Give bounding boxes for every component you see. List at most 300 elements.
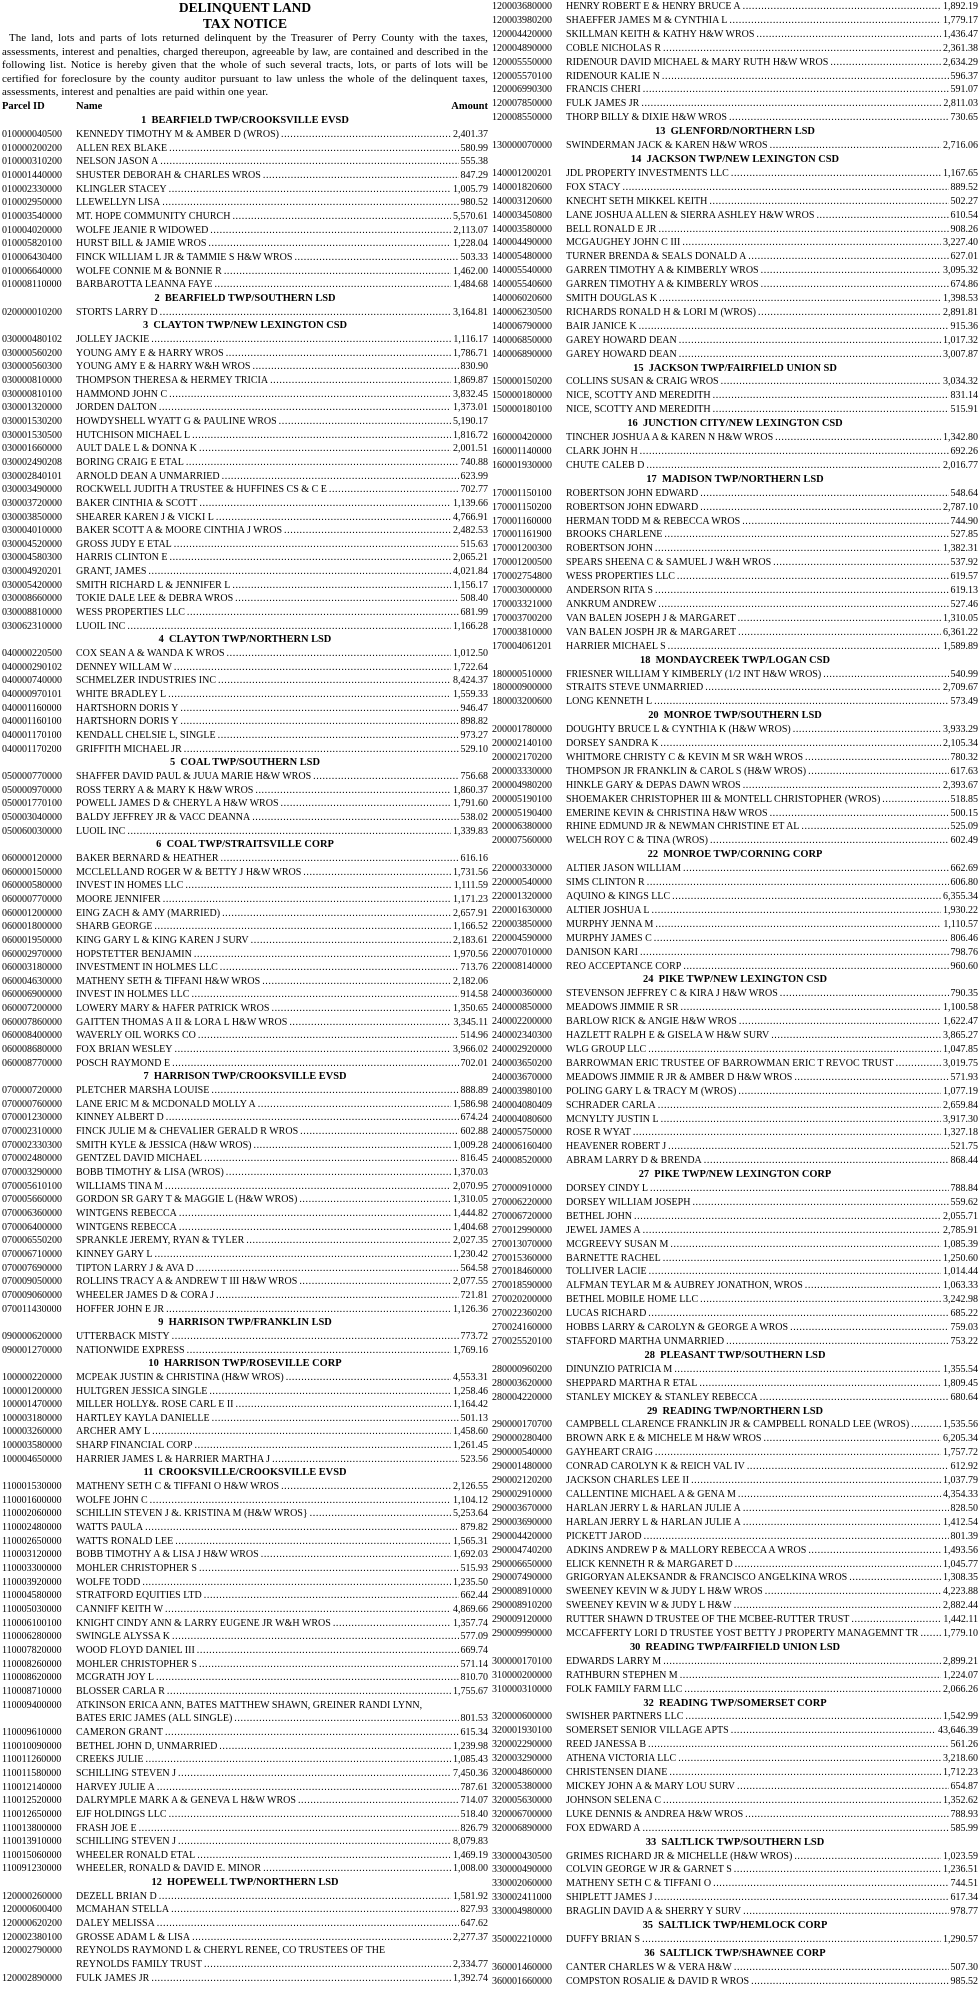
parcel-id: 110008620000: [2, 1672, 62, 1684]
dot-leader: [211, 1084, 458, 1098]
parcel-id: 110006100100: [2, 1617, 62, 1629]
amount: 523.56: [460, 1453, 488, 1465]
parcel-id: 200002140100: [492, 738, 552, 750]
tax-row: [492, 570, 978, 584]
owner-name: WHEELER, RONALD & DAVID E. MINOR: [76, 1863, 262, 1875]
dot-leader: [329, 483, 459, 497]
owner-name: DORSEY WILLIAM JOSEPH: [566, 1196, 691, 1208]
parcel-id: 030000560200: [2, 347, 62, 359]
owner-name: WESS PROPERTIES LLC: [566, 571, 675, 583]
amount: 801.53: [460, 1713, 488, 1725]
tax-row: [2, 538, 488, 552]
dot-leader: [165, 1180, 451, 1194]
dot-leader: [734, 1863, 941, 1877]
parcel-id: 120000600400: [2, 1904, 62, 1916]
tax-row: [492, 403, 978, 417]
tax-row: [492, 862, 978, 876]
owner-name: CHRISTENSEN DIANE: [566, 1767, 668, 1779]
tax-row: [492, 918, 978, 932]
tax-row: [2, 1903, 488, 1917]
owner-name: ANDERSON RITA S: [566, 585, 653, 597]
tax-row: [2, 1248, 488, 1262]
dot-leader: [692, 1196, 948, 1210]
owner-name: CANNIFF KEITH W: [76, 1604, 164, 1615]
parcel-id: 240000850000: [492, 1002, 552, 1014]
owner-name: GORDON SR GARY T & MAGGIE L (H&W WROS): [76, 1194, 298, 1206]
dot-leader: [262, 975, 451, 989]
tax-row: [492, 42, 978, 56]
dot-leader: [643, 83, 949, 97]
tax-row: [2, 1057, 488, 1071]
tax-row: [492, 1683, 978, 1697]
dot-leader: [743, 1502, 949, 1516]
parcel-id: 170001200300: [492, 543, 552, 555]
owner-name: GARREN TIMOTHY A & KIMBERLY WROS: [566, 265, 759, 277]
owner-name: WESS PROPERTIES LLC: [76, 607, 185, 619]
tax-row: [492, 890, 978, 904]
dot-leader: [770, 139, 941, 153]
owner-name: STAFFORD MARTHA UNMARRIED: [566, 1336, 725, 1347]
parcel-id: 020000010200: [2, 306, 62, 318]
amount: 538.02: [460, 811, 488, 823]
dot-leader: [175, 1535, 451, 1549]
owner-name: HARTSHORN DORIS Y: [76, 716, 179, 728]
amount: 540.99: [950, 668, 978, 680]
amount: 828.50: [950, 1502, 978, 1514]
amount: 674.86: [950, 279, 978, 291]
tax-row: [2, 715, 488, 729]
amount: 1,816.72: [453, 429, 488, 441]
parcel-id: 110009610000: [2, 1726, 62, 1738]
dot-leader: [246, 1234, 451, 1248]
tax-row: [2, 1180, 488, 1194]
tax-row: [2, 1671, 488, 1685]
tax-row: [2, 825, 488, 839]
owner-name: TIPTON LARRY J & AVA D: [76, 1262, 194, 1274]
parcel-id: 060008680000: [2, 1044, 62, 1056]
dot-leader: [216, 1289, 458, 1303]
dot-leader: [174, 1043, 451, 1057]
tax-row: [492, 1738, 978, 1752]
amount: 3,095.32: [943, 265, 978, 277]
amount: 1,352.62: [943, 1794, 978, 1806]
owner-name: SMITH KYLE & JESSICA (H&W WROS): [76, 1139, 252, 1151]
owner-name: SPEARS SHEENA C & SAMUEL J W&H WROS: [566, 557, 772, 569]
parcel-id: 240003650200: [492, 1057, 552, 1069]
parcel-id: 040001160000: [2, 702, 62, 714]
tax-row: [492, 1279, 978, 1293]
dot-leader: [669, 1766, 941, 1780]
tax-row: [492, 487, 978, 501]
dot-leader: [218, 674, 451, 688]
amount: 2,001.51: [453, 443, 488, 455]
amount: 602.49: [950, 835, 978, 847]
dot-leader: [660, 737, 941, 751]
amount: 1,370.03: [453, 1167, 488, 1178]
owner-name: MATHENY SETH C & TIFFANI O H&W WROS: [76, 1481, 280, 1493]
amount: 2,055.71: [943, 1210, 978, 1222]
owner-name: ANKRUM ANDREW: [566, 598, 657, 610]
parcel-id: 240004080600: [492, 1113, 552, 1125]
dot-leader: [816, 209, 948, 223]
parcel-id: 220008140000: [492, 960, 552, 972]
dot-leader: [150, 1494, 451, 1508]
tax-row: [2, 1439, 488, 1453]
dot-leader: [705, 681, 941, 695]
parcel-id: 140004490000: [492, 237, 552, 249]
tax-row: [2, 483, 488, 497]
amount: 1,235.50: [453, 1576, 488, 1588]
amount: 3,218.60: [943, 1753, 978, 1765]
amount: 559.62: [950, 1196, 978, 1208]
amount: 2,277.37: [453, 1931, 488, 1943]
dot-leader: [640, 445, 949, 459]
parcel-id: 060001800000: [2, 921, 62, 933]
owner-name: SHARB GEORGE: [76, 921, 153, 933]
parcel-id: 070006710000: [2, 1248, 62, 1260]
amount: 2,787.10: [943, 501, 978, 513]
parcel-id: 070003290000: [2, 1167, 62, 1178]
amount: 1,769.16: [453, 1344, 488, 1356]
dot-leader: [652, 904, 941, 918]
dot-leader: [794, 1071, 948, 1085]
owner-name: COLLINS SUSAN & CRAIG WROS: [566, 376, 719, 388]
owner-name: BETHEL JOHN: [566, 1210, 633, 1222]
tax-row: [2, 278, 488, 292]
dot-leader: [735, 1558, 941, 1572]
parcel-id: 290004420000: [492, 1530, 552, 1542]
tax-row: [492, 1850, 978, 1864]
amount: 980.52: [460, 197, 488, 209]
section-heading: 6 COAL TWP/STRAITSVILLE CORP: [156, 839, 334, 851]
tax-row: [2, 1548, 488, 1562]
parcel-id: 030001530200: [2, 415, 62, 427]
section-heading: 15 JACKSON TWP/FAIRFIELD UNION SD: [633, 362, 837, 374]
section-heading: 3 CLAYTON TWP/NEW LEXINGTON CSD: [142, 320, 348, 332]
parcel-id: 010002330000: [2, 183, 62, 195]
parcel-id: 030008810000: [2, 607, 62, 619]
amount: 1,111.59: [453, 880, 488, 892]
tax-row: [2, 347, 488, 361]
amount: 1,722.64: [453, 661, 488, 673]
amount: 4,021.84: [453, 566, 488, 578]
tax-row: [492, 820, 978, 834]
amount: 985.52: [950, 1975, 978, 1987]
tax-row: [492, 56, 978, 70]
dot-leader: [289, 1016, 451, 1030]
dot-leader: [729, 14, 941, 28]
amount: 501.13: [460, 1412, 488, 1424]
tax-row: [2, 1972, 488, 1986]
amount: 753.22: [950, 1336, 978, 1347]
dot-leader: [654, 695, 948, 709]
amount: 1,236.51: [943, 1864, 978, 1876]
dot-leader: [303, 866, 451, 880]
tax-row: [2, 1262, 488, 1276]
intro-paragraph: The land, lots and parts of lots returned delinquent by the Treasurer of Perry County with the taxes, assessments, interest and penalties, charged thereupon, agreeable by law, are contained and described in the following list. Notice is hereby given that the whole of such several tracts, lots, or parts of lots will be certified for foreclosure by the county auditor pursuant to law unless the whole of the delinquent taxes, assessments, interest and penalties are paid within one year.: [2, 32, 488, 99]
tax-row: [492, 1655, 978, 1669]
dot-leader: [232, 210, 451, 224]
parcel-id: 010003540000: [2, 211, 62, 223]
dot-leader: [659, 292, 941, 306]
dot-leader: [745, 1808, 948, 1822]
dot-leader: [655, 584, 949, 598]
parcel-id: 110012140000: [2, 1781, 62, 1793]
owner-name: WAVERLY OIL WORKS CO: [76, 1030, 196, 1042]
dot-leader: [771, 1029, 941, 1043]
tax-row: [2, 1139, 488, 1153]
amount: 610.54: [950, 209, 978, 221]
parcel-id: 030008660000: [2, 593, 62, 605]
parcel-id: 110009400000: [2, 1699, 62, 1711]
owner-name: ALLEN REX BLAKE: [76, 142, 168, 154]
tax-row: [2, 1166, 488, 1180]
amount: 503.33: [460, 252, 488, 264]
amount: 561.26: [950, 1739, 978, 1751]
parcel-id: 220003850000: [492, 918, 552, 930]
owner-name: WOLFE JOHN C: [76, 1494, 148, 1506]
dot-leader: [299, 1193, 451, 1207]
owner-name: DOUGHTY BRUCE L & CYNTHIA K (H&W WROS): [566, 724, 791, 736]
amount: 1,484.68: [453, 279, 488, 291]
dot-leader: [169, 551, 451, 565]
dot-leader: [709, 195, 948, 209]
amount: 1,308.35: [943, 1572, 978, 1584]
tax-row: [492, 320, 978, 334]
owner-name: WHITMORE CHRISTY C & KEVIN M SR W&H WROS: [566, 751, 804, 763]
owner-name: SPRANKLE JEREMY, RYAN & TYLER: [76, 1235, 245, 1247]
parcel-id: 120006990300: [492, 84, 552, 96]
owner-name: CHUTE CALEB D: [566, 459, 645, 471]
owner-name: SWINDERMAN JACK & KAREN H&W WROS: [566, 140, 768, 152]
amount: 4,354.33: [943, 1488, 978, 1500]
parcel-id: 170003810000: [492, 626, 552, 638]
parcel-id: 270006220000: [492, 1196, 552, 1208]
parcel-id: 200006380000: [492, 821, 552, 833]
amount: 1,261.45: [453, 1440, 488, 1452]
owner-name: MCCLELLAND ROGER W & BETTY J H&W WROS: [76, 866, 302, 878]
amount: 847.29: [460, 170, 488, 182]
owner-name: HOFFER JOHN E JR: [76, 1303, 165, 1315]
dot-leader: [251, 934, 451, 948]
parcel-id: 070005610100: [2, 1180, 62, 1192]
parcel-id: 120007850000: [492, 98, 552, 110]
owner-name: MURPHY JENNA M: [566, 918, 654, 930]
amount: 1,085.43: [453, 1754, 488, 1766]
amount: 1,493.56: [943, 1544, 978, 1556]
owner-name: DALEY MELISSA: [76, 1918, 155, 1930]
dot-leader: [734, 1961, 949, 1975]
amount: 3,345.11: [453, 1016, 488, 1028]
section-heading: 2 BEARFIELD TWP/SOUTHERN LSD: [154, 293, 336, 304]
parcel-id: 110013910000: [2, 1836, 62, 1848]
dot-leader: [263, 169, 459, 183]
amount: 577.09: [460, 1631, 488, 1643]
tax-row: [2, 784, 488, 798]
tax-row: [492, 1057, 978, 1071]
parcel-id: 140006790000: [492, 320, 552, 332]
dot-leader: [765, 1585, 941, 1599]
amount: 2,657.91: [453, 907, 488, 919]
parcel-id: 290002910000: [492, 1488, 552, 1500]
tax-row: [492, 1891, 978, 1905]
dot-leader: [710, 834, 949, 848]
parcel-id: 030001530500: [2, 429, 62, 441]
parcel-id: 060008770000: [2, 1057, 62, 1069]
dot-leader: [682, 236, 941, 250]
parcel-id: 220000330000: [492, 863, 552, 875]
dot-leader: [823, 668, 948, 682]
owner-name: DANISON KARI: [566, 946, 638, 958]
owner-name: GROSSE ADAM L & LISA: [76, 1931, 191, 1943]
owner-name: ROSE R WYAT: [566, 1127, 631, 1139]
amount: 3,007.87: [943, 348, 978, 360]
parcel-id: 330004980000: [492, 1906, 552, 1918]
tax-row: [2, 1576, 488, 1590]
parcel-id: 010005820100: [2, 238, 62, 250]
owner-name: SWEENEY KEVIN W & JUDY L H&W WROS: [566, 1586, 763, 1598]
dot-leader: [165, 1726, 459, 1740]
owner-name: EDWARDS LARRY M: [566, 1655, 662, 1667]
dot-leader: [805, 1279, 941, 1293]
section-heading: 17 MADISON TWP/NORTHERN LSD: [646, 473, 824, 485]
owner-name: NICE, SCOTTY AND MEREDITH: [566, 404, 711, 416]
amount: 518.85: [950, 793, 978, 805]
tax-row: [2, 1453, 488, 1467]
tax-row: [2, 647, 488, 661]
parcel-id: 270025520100: [492, 1336, 552, 1347]
parcel-id: 290007490000: [492, 1572, 552, 1584]
owner-name: MCCAFFERTY LORI D TRUSTEE YOST BETTY J PROPERTY MANAGEMNT TR: [566, 1628, 919, 1640]
parcel-id: 030004520000: [2, 538, 62, 550]
dot-leader: [679, 348, 941, 362]
tax-row: [492, 834, 978, 848]
parcel-id: 220001630000: [492, 904, 552, 916]
amount: 548.64: [950, 487, 978, 499]
parcel-id: 130000070000: [492, 140, 552, 152]
amount: 8,424.37: [453, 675, 488, 687]
tax-row: [492, 1029, 978, 1043]
amount: 3,917.30: [943, 1113, 978, 1125]
owner-name: LUKE DENNIS & ANDREA H&W WROS: [566, 1808, 744, 1820]
dot-leader: [204, 1589, 459, 1603]
owner-name: STANLEY MICKEY & STANLEY REBECCA: [566, 1391, 758, 1403]
tax-row: [2, 1740, 488, 1754]
dot-leader: [770, 807, 949, 821]
amount: 888.89: [460, 1085, 488, 1097]
owner-name: BETHEL JOHN D, UNMARRIED: [76, 1740, 218, 1752]
owner-name: HENRY ROBERT E & HENRY BRUCE A: [566, 1, 741, 12]
tax-row: [492, 459, 978, 473]
amount: 1,342.80: [943, 432, 978, 444]
owner-name: HARTSHORN DORIS Y: [76, 702, 179, 714]
owner-name: MCGAUGHEY JOHN C III: [566, 237, 681, 249]
tax-row: [2, 1890, 488, 1904]
parcel-id: 240000360000: [492, 988, 552, 1000]
tax-row: [492, 1613, 978, 1627]
parcel-id: 200004980200: [492, 779, 552, 791]
amount: 685.22: [950, 1308, 978, 1320]
dot-leader: [734, 1599, 941, 1613]
tax-row: [2, 1767, 488, 1781]
dot-leader: [284, 524, 451, 538]
parcel-id: 010001440000: [2, 170, 62, 182]
amount: 1,164.42: [453, 1399, 488, 1411]
owner-name: KNIGHT CINDY ANN & LARRY EUGENE JR W&H WROS: [76, 1617, 331, 1629]
amount: 714.07: [460, 1795, 488, 1807]
dot-leader: [663, 1252, 941, 1266]
tax-row: [2, 1330, 488, 1344]
tax-row: [2, 1862, 488, 1876]
column-header-name: Name: [76, 100, 103, 112]
owner-name: PICKETT JAROD: [566, 1530, 642, 1542]
amount: 1,047.85: [943, 1043, 978, 1055]
parcel-id: 290004740200: [492, 1544, 552, 1556]
column-header-amount: Amount: [451, 100, 488, 112]
owner-name: SWINGLE ALYSSA K: [76, 1631, 171, 1643]
parcel-id: 030004920201: [2, 566, 62, 578]
parcel-id: 110002060000: [2, 1508, 62, 1520]
tax-row: [2, 1958, 488, 1972]
owner-name: BAKER SCOTT A & MOORE CINTHIA J WROS: [76, 525, 283, 537]
dot-leader: [713, 403, 949, 417]
parcel-id: 110003920000: [2, 1576, 62, 1588]
amount: 1,755.67: [453, 1685, 488, 1697]
owner-name: FRASH JOE E: [76, 1822, 137, 1834]
parcel-id: 090001270000: [2, 1344, 62, 1356]
parcel-id: 200007560000: [492, 835, 552, 847]
dot-leader: [165, 1603, 451, 1617]
parcel-id: 270018460000: [492, 1266, 552, 1278]
amount: 617.34: [950, 1892, 978, 1904]
dot-leader: [236, 1398, 451, 1412]
parcel-id: 270022360200: [492, 1308, 552, 1320]
owner-name: WOLFE JEANIE R WIDOWED: [76, 224, 209, 236]
owner-name: HOPSTETTER BENJAMIN: [76, 948, 192, 960]
owner-name: POWELL JAMES D & CHERYL A H&W WROS: [76, 798, 279, 810]
dot-leader: [169, 1808, 459, 1822]
owner-name: SCHILLIN STEVEN J &. KRISTINA M (H&W WROS}: [76, 1508, 308, 1520]
owner-name: STEVENSON JEFFREY C & KIRA J H&W WROS: [566, 988, 778, 1000]
dot-leader: [655, 1446, 941, 1460]
parcel-id: 110004580000: [2, 1590, 62, 1602]
dot-leader: [224, 265, 451, 279]
dot-leader: [642, 1822, 948, 1836]
tax-row: [492, 445, 978, 459]
section-heading: 20 MONROE TWP/SOUTHERN LSD: [648, 710, 822, 722]
tax-row: [2, 1849, 488, 1863]
dot-leader: [700, 487, 948, 501]
tax-row: [2, 1494, 488, 1508]
amount: 2,182.06: [453, 975, 488, 987]
tax-row: [2, 251, 488, 265]
parcel-id: 100001470000: [2, 1399, 62, 1411]
tax-row: [492, 1724, 978, 1738]
dot-leader: [685, 1710, 941, 1724]
owner-name: NELSON JASON A: [76, 156, 159, 168]
section-heading: 28 PLEASANT TWP/SOUTHERN LSD: [644, 1349, 826, 1361]
amount: 2,709.67: [943, 682, 978, 694]
tax-row: [2, 1931, 488, 1945]
owner-name: POSCH RAYMOND E: [76, 1057, 171, 1069]
amount: 1,017.32: [943, 334, 978, 346]
dot-leader: [681, 1001, 941, 1015]
tax-row: [2, 729, 488, 743]
owner-name: INVEST IN HOLMES LLC: [76, 989, 190, 1001]
parcel-id: 090000620000: [2, 1330, 62, 1342]
amount: 1,892.19: [943, 1, 978, 12]
dot-leader: [151, 333, 451, 347]
